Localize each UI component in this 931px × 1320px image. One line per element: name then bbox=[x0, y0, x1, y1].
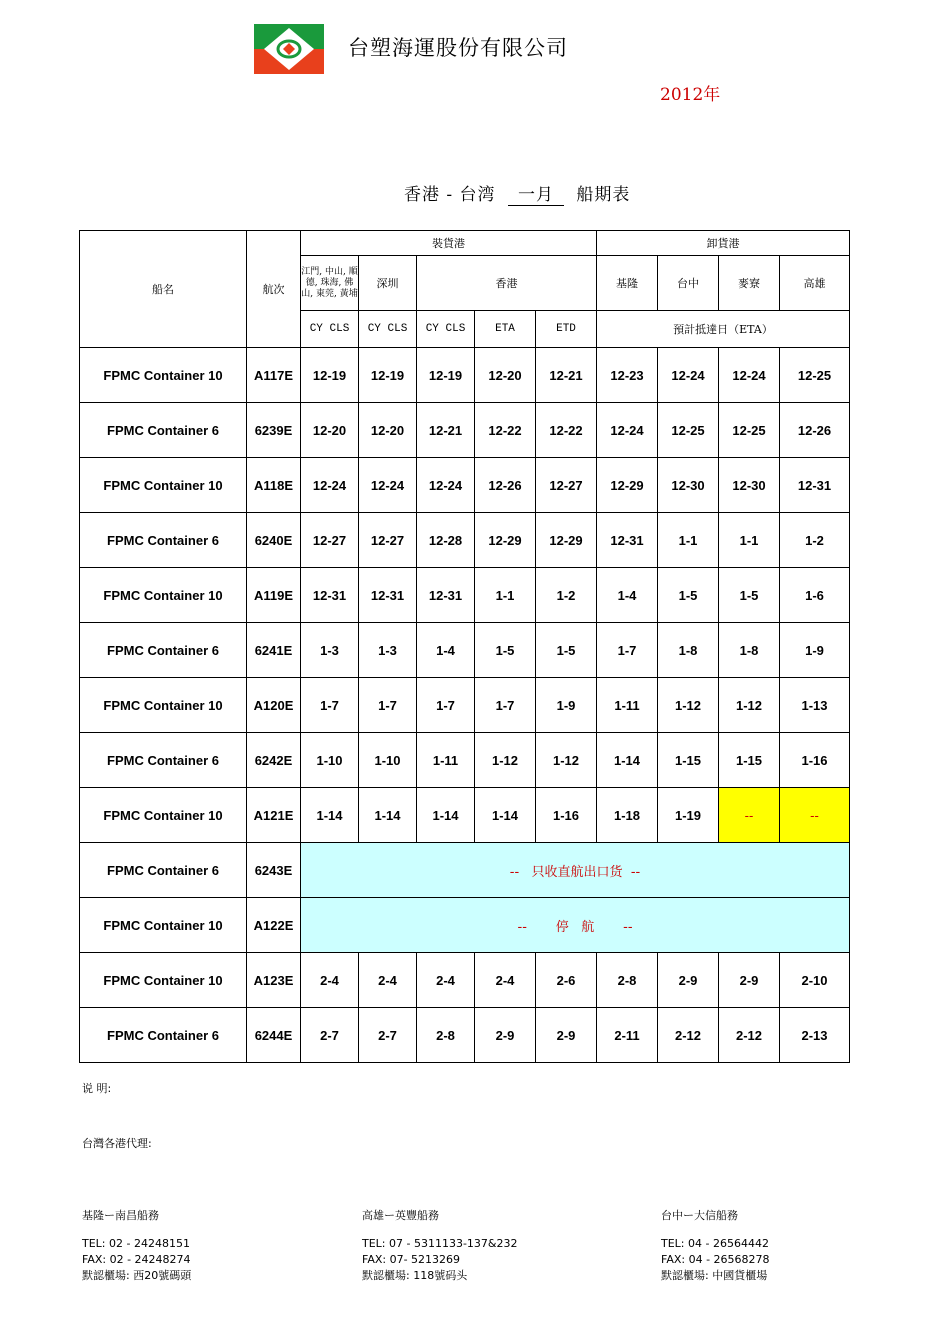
voyage-number: A120E bbox=[247, 678, 301, 733]
date-cell: 2-11 bbox=[597, 1008, 658, 1063]
date-cell: 12-25 bbox=[719, 403, 780, 458]
voyage-number: A121E bbox=[247, 788, 301, 843]
vessel-name: FPMC Container 10 bbox=[80, 788, 247, 843]
date-cell: 12-22 bbox=[536, 403, 597, 458]
date-cell: 12-20 bbox=[475, 348, 536, 403]
vessel-name: FPMC Container 6 bbox=[80, 403, 247, 458]
date-cell: 1-14 bbox=[597, 733, 658, 788]
date-cell: 1-11 bbox=[417, 733, 475, 788]
date-cell: 12-19 bbox=[359, 348, 417, 403]
date-cell: 12-31 bbox=[417, 568, 475, 623]
table-row bbox=[80, 898, 850, 953]
date-cell: 1-8 bbox=[719, 623, 780, 678]
date-cell: 1-13 bbox=[780, 678, 850, 733]
header-loading-ports: 裝貨港 bbox=[301, 231, 597, 256]
vessel-name: FPMC Container 6 bbox=[80, 623, 247, 678]
voyage-number: 6242E bbox=[247, 733, 301, 788]
header-voyage: 航次 bbox=[247, 231, 301, 348]
schedule-table bbox=[79, 230, 850, 1063]
date-cell: 1-1 bbox=[475, 568, 536, 623]
date-cell: 12-27 bbox=[301, 513, 359, 568]
date-cell: 12-23 bbox=[597, 348, 658, 403]
agent-tel: TEL: 02 - 24248151 bbox=[82, 1237, 190, 1250]
voyage-number: A123E bbox=[247, 953, 301, 1008]
date-cell: 2-13 bbox=[780, 1008, 850, 1063]
date-cell: 1-5 bbox=[536, 623, 597, 678]
header-vessel: 船名 bbox=[80, 231, 247, 348]
header-port-kaohsiung: 高雄 bbox=[780, 256, 850, 311]
vessel-name: FPMC Container 10 bbox=[80, 568, 247, 623]
date-cell: 12-31 bbox=[301, 568, 359, 623]
date-cell: 1-18 bbox=[597, 788, 658, 843]
header-port-keelung: 基隆 bbox=[597, 256, 658, 311]
date-cell: 12-29 bbox=[475, 513, 536, 568]
date-cell: 12-20 bbox=[359, 403, 417, 458]
date-cell: 1-19 bbox=[658, 788, 719, 843]
vessel-name: FPMC Container 10 bbox=[80, 458, 247, 513]
voyage-number: 6240E bbox=[247, 513, 301, 568]
date-cell: 2-8 bbox=[417, 1008, 475, 1063]
date-cell: 1-5 bbox=[719, 568, 780, 623]
date-cell: 2-9 bbox=[719, 953, 780, 1008]
title-month: 一月 bbox=[508, 180, 564, 206]
date-cell: 1-12 bbox=[658, 678, 719, 733]
date-cell: 12-27 bbox=[359, 513, 417, 568]
date-cell: 12-19 bbox=[301, 348, 359, 403]
table-row bbox=[80, 788, 850, 843]
agent-tel: TEL: 07 - 5311133-137&232 bbox=[362, 1237, 518, 1250]
date-cell: 12-24 bbox=[301, 458, 359, 513]
schedule-note: -- 停 航 -- bbox=[301, 898, 850, 953]
date-cell: 2-4 bbox=[475, 953, 536, 1008]
agent-taichung bbox=[661, 1208, 770, 1284]
date-cell: 12-25 bbox=[658, 403, 719, 458]
table-row bbox=[80, 733, 850, 788]
voyage-number: A117E bbox=[247, 348, 301, 403]
date-cell: 1-12 bbox=[475, 733, 536, 788]
header-cy-cls: CY CLS bbox=[417, 311, 475, 348]
date-cell: 1-16 bbox=[780, 733, 850, 788]
header-port-shenzhen: 深圳 bbox=[359, 256, 417, 311]
table-row bbox=[80, 403, 850, 458]
date-cell: 1-15 bbox=[719, 733, 780, 788]
company-logo bbox=[254, 24, 324, 74]
date-cell: 12-24 bbox=[597, 403, 658, 458]
date-cell: 12-24 bbox=[658, 348, 719, 403]
table-row bbox=[80, 953, 850, 1008]
date-cell: 12-30 bbox=[658, 458, 719, 513]
date-cell: 1-15 bbox=[658, 733, 719, 788]
table-row bbox=[80, 348, 850, 403]
vessel-name: FPMC Container 6 bbox=[80, 1008, 247, 1063]
date-cell: 1-5 bbox=[658, 568, 719, 623]
voyage-number: A119E bbox=[247, 568, 301, 623]
company-name: 台塑海運股份有限公司 bbox=[348, 36, 568, 60]
date-cell: 12-26 bbox=[780, 403, 850, 458]
table-row bbox=[80, 678, 850, 733]
date-cell: 2-9 bbox=[475, 1008, 536, 1063]
date-cell: 1-5 bbox=[475, 623, 536, 678]
vessel-name: FPMC Container 10 bbox=[80, 898, 247, 953]
date-cell: 1-14 bbox=[417, 788, 475, 843]
agent-keelung bbox=[82, 1208, 191, 1284]
agent-yard: 默認櫃場: 中國貨櫃場 bbox=[661, 1269, 768, 1282]
agent-fax: FAX: 04 - 26568278 bbox=[661, 1253, 770, 1266]
agent-yard: 默認櫃場: 西20號碼頭 bbox=[82, 1269, 192, 1282]
table-row bbox=[80, 623, 850, 678]
date-cell: 12-31 bbox=[359, 568, 417, 623]
agent-fax: FAX: 07- 5213269 bbox=[362, 1253, 461, 1266]
date-cell: -- bbox=[719, 788, 780, 843]
date-cell: 2-7 bbox=[359, 1008, 417, 1063]
date-cell: 1-14 bbox=[301, 788, 359, 843]
header-port-taichung: 台中 bbox=[658, 256, 719, 311]
agent-fax: FAX: 02 - 24248274 bbox=[82, 1253, 191, 1266]
header-port-hongkong: 香港 bbox=[417, 256, 597, 311]
date-cell: 2-10 bbox=[780, 953, 850, 1008]
date-cell: 12-26 bbox=[475, 458, 536, 513]
voyage-number: A118E bbox=[247, 458, 301, 513]
date-cell: 2-4 bbox=[417, 953, 475, 1008]
date-cell: 1-7 bbox=[301, 678, 359, 733]
date-cell: 1-2 bbox=[536, 568, 597, 623]
date-cell: 1-14 bbox=[359, 788, 417, 843]
vessel-name: FPMC Container 10 bbox=[80, 678, 247, 733]
date-cell: 2-6 bbox=[536, 953, 597, 1008]
date-cell: 1-14 bbox=[475, 788, 536, 843]
agent-name: 高雄ー英豐船務 bbox=[362, 1209, 439, 1222]
voyage-number: 6244E bbox=[247, 1008, 301, 1063]
agents-label: 台灣各港代理: bbox=[82, 1137, 152, 1150]
agent-name: 基隆ー南昌船務 bbox=[82, 1209, 159, 1222]
date-cell: 12-25 bbox=[780, 348, 850, 403]
table-row bbox=[80, 843, 850, 898]
table-row bbox=[80, 1008, 850, 1063]
date-cell: 1-4 bbox=[597, 568, 658, 623]
agent-kaohsiung bbox=[362, 1208, 518, 1284]
date-cell: 12-29 bbox=[536, 513, 597, 568]
date-cell: 12-28 bbox=[417, 513, 475, 568]
date-cell: 1-12 bbox=[536, 733, 597, 788]
table-row bbox=[80, 568, 850, 623]
date-cell: 1-4 bbox=[417, 623, 475, 678]
date-cell: 12-30 bbox=[719, 458, 780, 513]
date-cell: 1-8 bbox=[658, 623, 719, 678]
date-cell: 1-6 bbox=[780, 568, 850, 623]
date-cell: 1-12 bbox=[719, 678, 780, 733]
date-cell: 1-7 bbox=[417, 678, 475, 733]
date-cell: 1-3 bbox=[359, 623, 417, 678]
date-cell: 1-1 bbox=[719, 513, 780, 568]
date-cell: 1-16 bbox=[536, 788, 597, 843]
date-cell: 2-4 bbox=[359, 953, 417, 1008]
date-cell: -- bbox=[780, 788, 850, 843]
date-cell: 12-24 bbox=[719, 348, 780, 403]
year-label: 2012年 bbox=[660, 85, 721, 105]
page-title bbox=[404, 180, 630, 206]
date-cell: 12-22 bbox=[475, 403, 536, 458]
schedule-note: -- 只收直航出口货 -- bbox=[301, 843, 850, 898]
agent-name: 台中ー大信船務 bbox=[661, 1209, 738, 1222]
table-row bbox=[80, 458, 850, 513]
date-cell: 1-7 bbox=[597, 623, 658, 678]
date-cell: 12-24 bbox=[417, 458, 475, 513]
date-cell: 2-4 bbox=[301, 953, 359, 1008]
date-cell: 1-7 bbox=[359, 678, 417, 733]
header-port-jiangmen: 江門, 中山, 順德, 珠海, 佛山, 東莞, 黃埔 bbox=[301, 256, 359, 311]
date-cell: 1-11 bbox=[597, 678, 658, 733]
date-cell: 1-9 bbox=[780, 623, 850, 678]
date-cell: 1-10 bbox=[301, 733, 359, 788]
date-cell: 1-9 bbox=[536, 678, 597, 733]
date-cell: 2-8 bbox=[597, 953, 658, 1008]
header-cy-cls: CY CLS bbox=[301, 311, 359, 348]
date-cell: 1-3 bbox=[301, 623, 359, 678]
vessel-name: FPMC Container 6 bbox=[80, 733, 247, 788]
voyage-number: 6243E bbox=[247, 843, 301, 898]
header-cy-cls: CY CLS bbox=[359, 311, 417, 348]
title-suffix: 船期表 bbox=[576, 185, 631, 205]
agent-yard: 默認櫃場: 118號码头 bbox=[362, 1269, 468, 1282]
date-cell: 2-7 bbox=[301, 1008, 359, 1063]
date-cell: 1-2 bbox=[780, 513, 850, 568]
date-cell: 12-24 bbox=[359, 458, 417, 513]
voyage-number: 6239E bbox=[247, 403, 301, 458]
date-cell: 2-9 bbox=[536, 1008, 597, 1063]
date-cell: 12-21 bbox=[417, 403, 475, 458]
notes-label: 说 明: bbox=[82, 1082, 112, 1095]
date-cell: 12-31 bbox=[780, 458, 850, 513]
vessel-name: FPMC Container 10 bbox=[80, 348, 247, 403]
date-cell: 2-12 bbox=[658, 1008, 719, 1063]
date-cell: 12-19 bbox=[417, 348, 475, 403]
header-etd: ETD bbox=[536, 311, 597, 348]
date-cell: 1-10 bbox=[359, 733, 417, 788]
vessel-name: FPMC Container 6 bbox=[80, 843, 247, 898]
date-cell: 2-12 bbox=[719, 1008, 780, 1063]
date-cell: 12-29 bbox=[597, 458, 658, 513]
date-cell: 2-9 bbox=[658, 953, 719, 1008]
date-cell: 12-27 bbox=[536, 458, 597, 513]
date-cell: 12-21 bbox=[536, 348, 597, 403]
table-row bbox=[80, 513, 850, 568]
vessel-name: FPMC Container 6 bbox=[80, 513, 247, 568]
header-arrival-eta: 預計抵達日（ETA） bbox=[597, 311, 850, 348]
agent-tel: TEL: 04 - 26564442 bbox=[661, 1237, 769, 1250]
date-cell: 1-1 bbox=[658, 513, 719, 568]
header-port-mailiao: 麥寮 bbox=[719, 256, 780, 311]
vessel-name: FPMC Container 10 bbox=[80, 953, 247, 1008]
date-cell: 12-31 bbox=[597, 513, 658, 568]
header-discharge-ports: 卸貨港 bbox=[597, 231, 850, 256]
date-cell: 1-7 bbox=[475, 678, 536, 733]
date-cell: 12-20 bbox=[301, 403, 359, 458]
header-eta: ETA bbox=[475, 311, 536, 348]
voyage-number: 6241E bbox=[247, 623, 301, 678]
voyage-number: A122E bbox=[247, 898, 301, 953]
title-route: 香港 - 台湾 bbox=[404, 185, 496, 205]
